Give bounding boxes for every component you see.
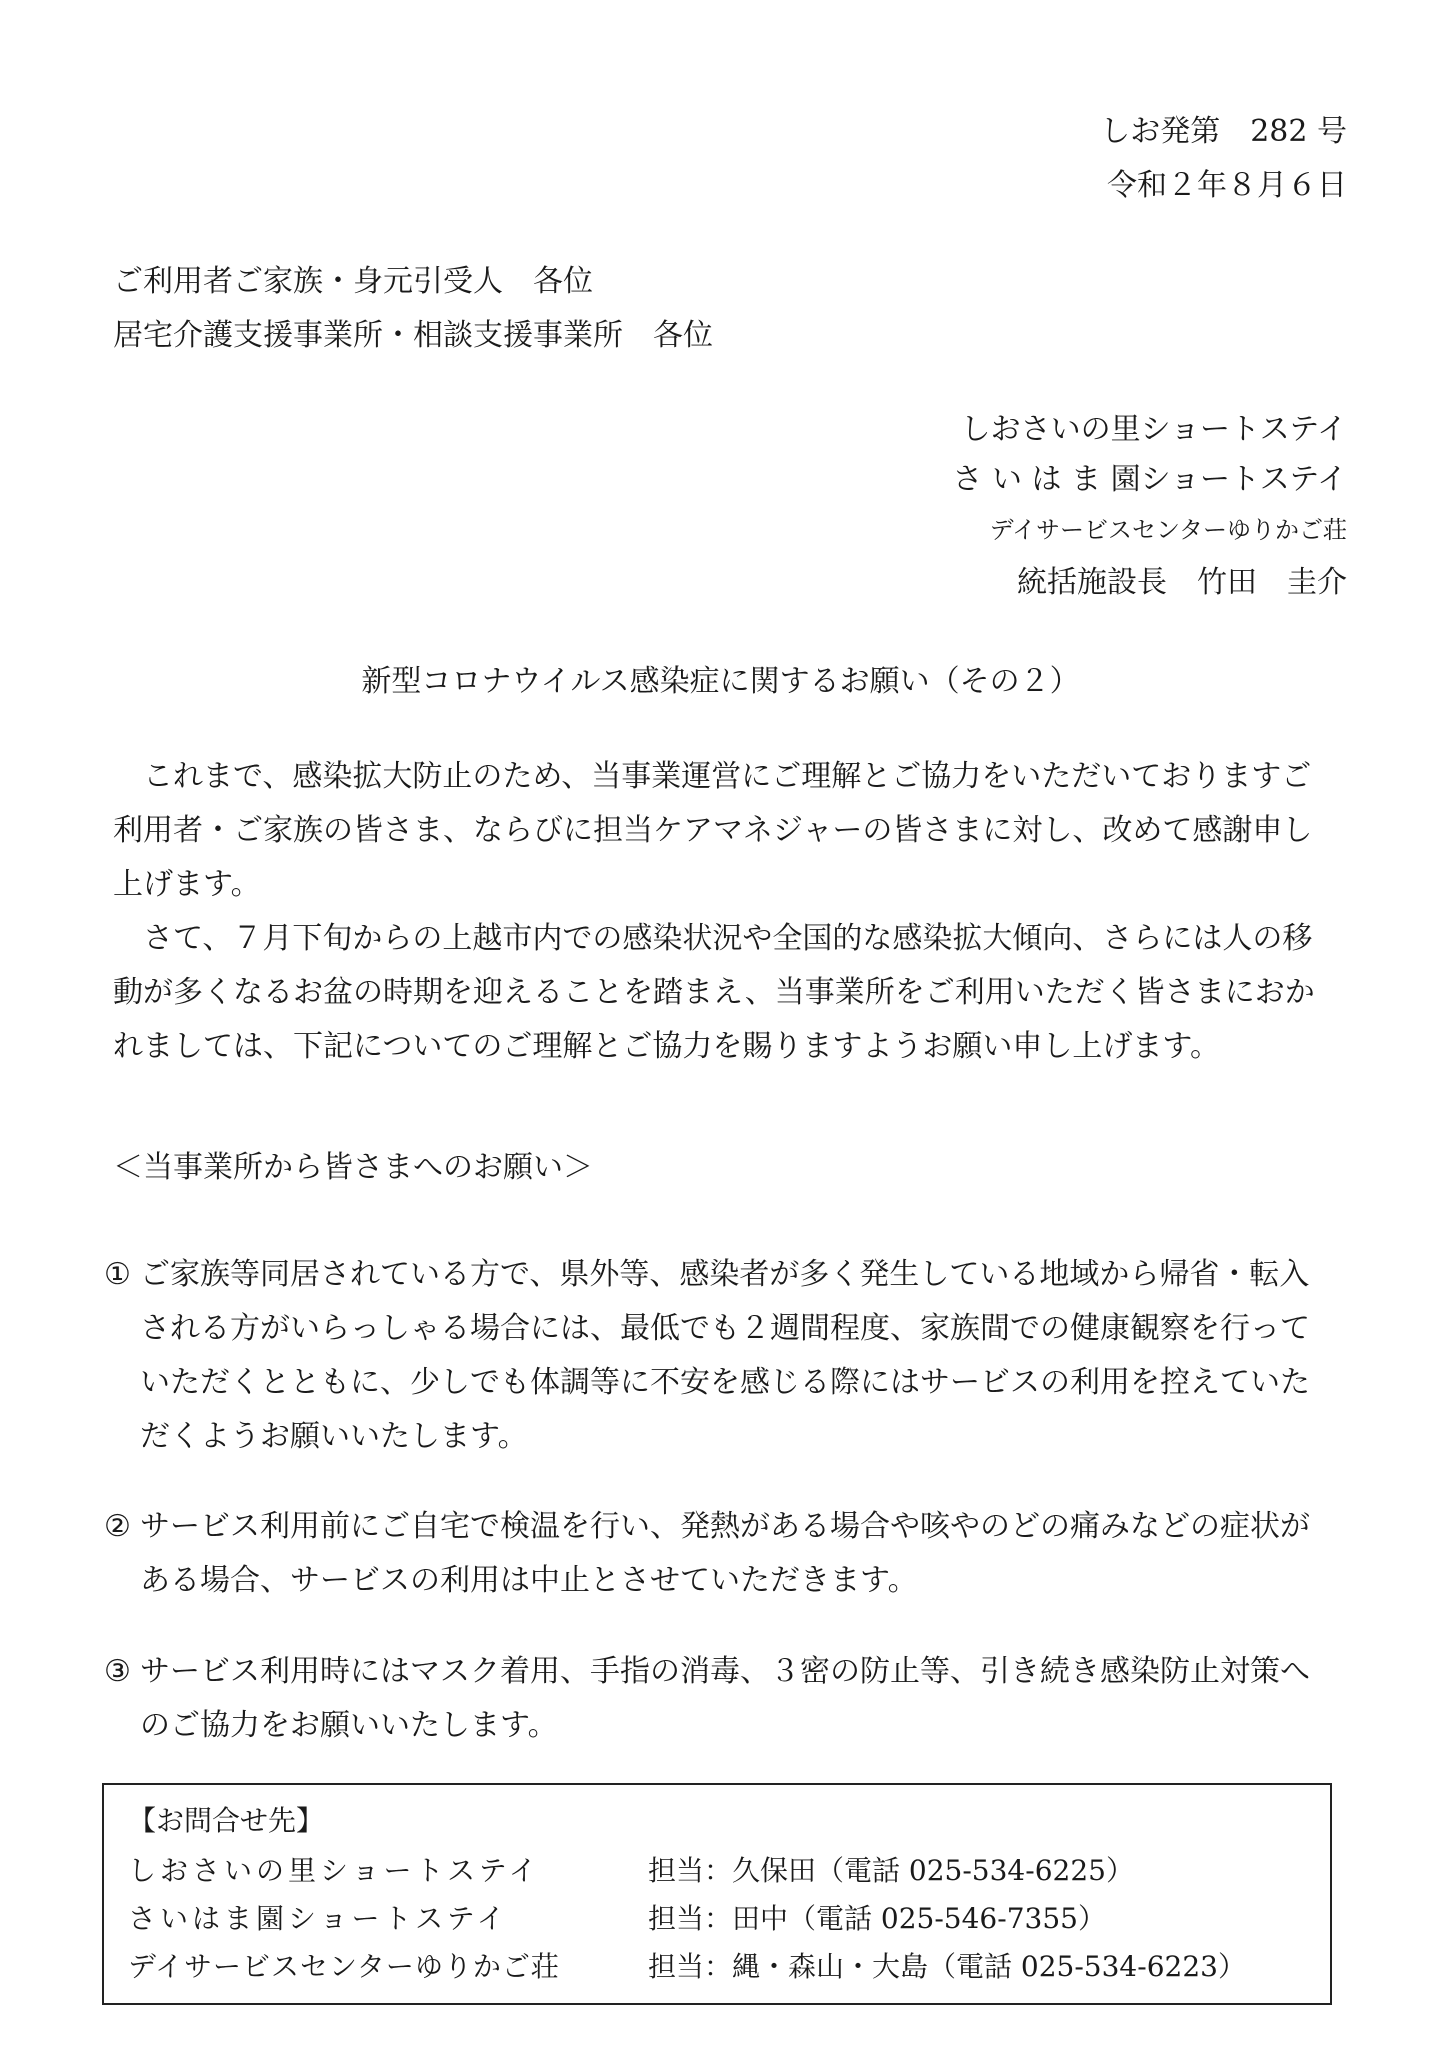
recipients [113, 262, 713, 370]
recipient-line: ご利用者ご家族・身元引受人 各位 [113, 264, 593, 299]
sender-facility: デイサービスセンターゆりかご荘 [989, 516, 1347, 544]
recipient-line: 居宅介護支援事業所・相談支援事業所 各位 [113, 318, 713, 353]
request-text: ご家族等同居されている方で、県外等、感染者が多く発生している地域から帰省・転入される方がいらっしゃる場合には、最低でも２週間程度、家族間での健康観察を行っていただくとともに、少しでも体調等に不安を感じる際にはサービスの利用を控えていただくようお願いいたします。 [140, 1257, 1310, 1454]
contact-row [128, 1945, 1246, 1985]
document-number: しお発第 282 号 [1100, 114, 1347, 149]
contact-box [102, 1783, 1332, 2005]
contact-org: デイサービスセンターゆりかご荘 [128, 1950, 560, 1983]
request-number: ③ [104, 1654, 131, 1689]
contact-person: 担当：久保田（電話 025-534-6225） [648, 1854, 1134, 1887]
sender-facility: さ い は ま 園ショートステイ [952, 462, 1347, 497]
sender-block [952, 410, 1347, 560]
request-heading: ＜当事業所から皆さまへのお願い＞ [113, 1150, 593, 1185]
document-date: 令和２年８月６日 [1107, 168, 1347, 203]
intro-paragraph [113, 912, 1328, 1074]
intro-text [113, 750, 1328, 1074]
intro-paragraph [113, 750, 1328, 912]
document-title: 新型コロナウイルス感染症に関するお願い（その２） [361, 664, 1080, 699]
contact-heading: 【お問合せ先】 [128, 1804, 325, 1837]
request-text: サービス利用時にはマスク着用、手指の消毒、３密の防止等、引き続き感染防止対策へのご協力をお願いいたします。 [140, 1654, 1310, 1743]
contact-row [128, 1849, 1134, 1889]
request-number: ① [104, 1257, 131, 1292]
request-text: サービス利用前にご自宅で検温を行い、発熱がある場合や咳やのどの痛みなどの症状がある場合、サービスの利用は中止とさせていただきます。 [140, 1509, 1310, 1598]
intro-paragraph-text: さて、７月下旬からの上越市内での感染状況や全国的な感染拡大傾向、さらには人の移動が多くなるお盆の時期を迎えることを踏まえ、当事業所をご利用いただく皆さまにおかれましては、下記についてのご理解とご協力を賜りますようお願い申し上げます。 [113, 921, 1315, 1064]
contact-org: さいはま園ショートステイ [128, 1902, 509, 1935]
intro-paragraph-text: これまで、感染拡大防止のため、当事業運営にご理解とご協力をいただいておりますご利用者・ご家族の皆さま、ならびに担当ケアマネジャーの皆さまに対し、改めて感謝申し上げます。 [113, 759, 1313, 902]
request-item [104, 1500, 1334, 1608]
request-item [104, 1645, 1334, 1753]
sender-facility: しおさいの里ショートステイ [960, 412, 1347, 447]
contact-org: しおさいの里ショートステイ [128, 1854, 541, 1887]
sender-head: 統括施設長 竹田 圭介 [1017, 565, 1347, 600]
request-item [104, 1248, 1334, 1464]
contact-person: 担当：田中（電話 025-546-7355） [648, 1902, 1106, 1935]
contact-row [128, 1897, 1106, 1937]
contact-person: 担当：縄・森山・大島（電話 025-534-6223） [648, 1950, 1246, 1983]
request-number: ② [104, 1509, 131, 1544]
